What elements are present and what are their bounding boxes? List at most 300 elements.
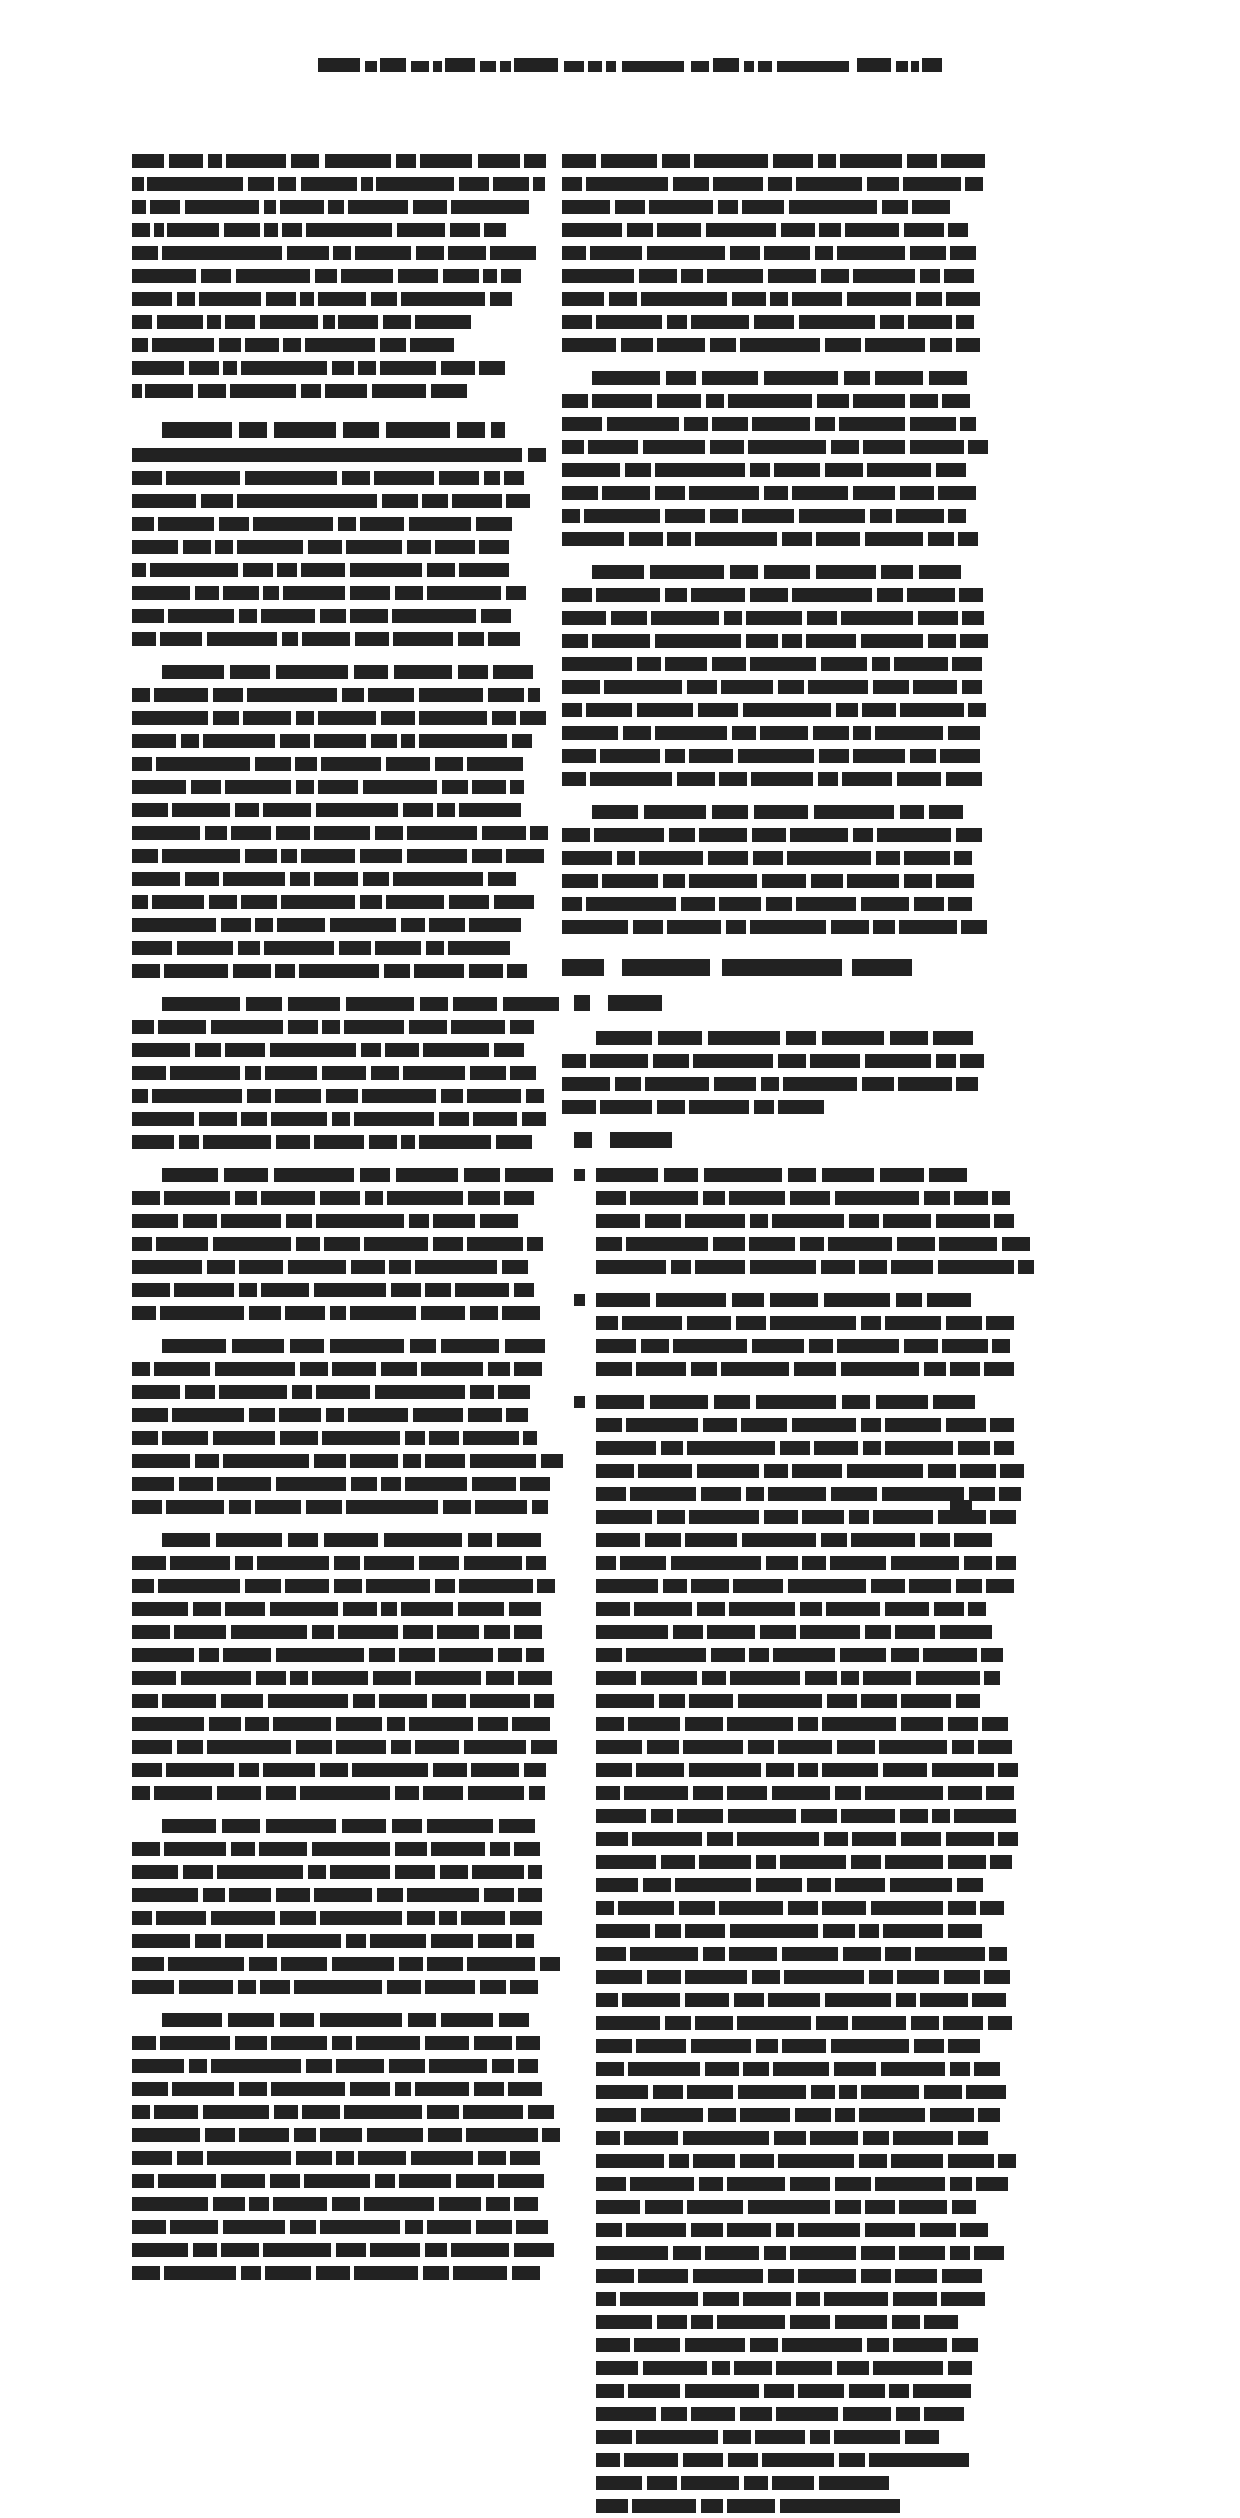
word-gap	[684, 58, 691, 59]
redacted-word	[255, 1500, 301, 1514]
redacted-word	[827, 1694, 857, 1708]
redacted-line	[562, 334, 990, 357]
redacted-word	[290, 2220, 316, 2234]
word-gap	[538, 2124, 542, 2125]
redacted-word	[154, 223, 164, 237]
word-gap	[505, 1907, 510, 1908]
redacted-word	[381, 1477, 401, 1491]
word-gap	[818, 1759, 822, 1760]
redacted-word	[821, 1533, 847, 1547]
redacted-word	[835, 1191, 919, 1205]
word-gap	[922, 1289, 927, 1290]
redacted-line	[562, 1073, 990, 1096]
word-gap	[879, 1920, 883, 1921]
word-gap	[693, 699, 698, 700]
redacted-line	[562, 173, 990, 196]
word-gap	[448, 993, 453, 994]
word-gap	[724, 390, 728, 391]
redacted-word	[740, 2407, 772, 2421]
word-gap	[701, 390, 706, 391]
redacted-word	[484, 223, 506, 237]
word-gap	[180, 1381, 185, 1382]
word-gap	[360, 58, 365, 59]
redacted-word	[499, 2013, 529, 2027]
word-gap	[398, 1621, 403, 1622]
redacted-line	[132, 1450, 560, 1473]
word-gap	[423, 582, 427, 583]
block-spacer	[132, 1519, 560, 1529]
word-gap	[219, 357, 223, 358]
word-gap	[788, 288, 792, 289]
redacted-word	[948, 1786, 982, 1800]
word-gap	[656, 1851, 661, 1852]
redacted-word	[268, 1694, 348, 1708]
redacted-word	[647, 246, 725, 260]
redacted-word	[207, 632, 277, 646]
word-gap	[504, 2078, 508, 2079]
word-gap	[314, 288, 318, 289]
redacted-word	[476, 517, 512, 531]
word-gap	[702, 1027, 708, 1028]
word-gap	[275, 1404, 279, 1405]
redacted-word	[839, 2453, 865, 2467]
word-gap	[849, 722, 853, 723]
redacted-word	[228, 2013, 274, 2027]
redacted-word	[915, 1947, 985, 1961]
word-gap	[152, 753, 156, 754]
word-gap	[678, 2127, 683, 2128]
redacted-word	[974, 2246, 1004, 2260]
redacted-word	[394, 665, 452, 679]
redacted-word	[630, 1191, 698, 1205]
redacted-word	[351, 1260, 385, 1274]
redacted-word	[346, 540, 402, 554]
word-gap	[858, 2127, 863, 2128]
redacted-word	[401, 1135, 415, 1149]
redacted-word	[782, 634, 802, 648]
redacted-word	[443, 1500, 471, 1514]
redacted-word	[788, 1579, 866, 1593]
word-gap	[485, 419, 491, 420]
redacted-word	[596, 2453, 620, 2467]
word-gap	[260, 219, 264, 220]
word-gap	[935, 1233, 939, 1234]
redacted-word	[520, 711, 546, 725]
redacted-word	[207, 1260, 235, 1274]
redacted-word	[466, 2128, 538, 2142]
redacted-word	[896, 61, 908, 72]
redacted-word	[179, 1477, 213, 1491]
redacted-word	[348, 200, 408, 214]
word-gap	[856, 2265, 861, 2266]
redacted-word	[930, 2108, 974, 2122]
word-gap	[315, 1187, 320, 1188]
word-gap	[715, 893, 719, 894]
redacted-word	[885, 1441, 953, 1455]
redacted-word	[721, 1362, 789, 1376]
word-gap	[497, 993, 503, 994]
redacted-word	[1000, 1464, 1024, 1478]
redacted-word	[952, 2200, 976, 2214]
word-gap	[204, 1713, 209, 1714]
word-gap	[310, 868, 314, 869]
word-gap	[502, 490, 506, 491]
word-gap	[718, 2426, 723, 2427]
redacted-word	[374, 471, 434, 485]
word-gap	[245, 2193, 249, 2194]
redacted-word	[409, 1020, 447, 1034]
redacted-word	[596, 1362, 632, 1376]
redacted-word	[863, 440, 905, 454]
redacted-word	[873, 1510, 933, 1524]
redacted-word	[132, 517, 154, 531]
redacted-word	[665, 509, 705, 523]
redacted-line	[596, 1552, 990, 1575]
redacted-word	[449, 895, 489, 909]
redacted-word	[266, 1819, 336, 1833]
redacted-word	[526, 1648, 544, 1662]
redacted-word	[651, 1809, 673, 1823]
word-gap	[628, 2495, 632, 2496]
word-gap	[618, 1989, 622, 1990]
redacted-word	[132, 563, 146, 577]
word-gap	[710, 955, 722, 956]
redacted-word	[177, 1740, 203, 1754]
redacted-word	[798, 1717, 818, 1731]
redacted-line	[132, 467, 560, 490]
word-gap	[148, 334, 152, 335]
redacted-word	[835, 2315, 887, 2329]
redacted-line	[596, 2173, 990, 2196]
word-gap	[894, 1073, 898, 1074]
word-gap	[895, 2242, 899, 2243]
redacted-word	[615, 1077, 641, 1091]
redacted-word	[766, 897, 792, 911]
word-gap	[911, 1667, 916, 1668]
word-gap	[465, 1302, 470, 1303]
word-gap	[896, 1828, 901, 1829]
word-gap	[234, 1279, 239, 1280]
redacted-word	[158, 2174, 216, 2188]
redacted-word	[976, 2177, 1008, 2191]
redacted-word	[859, 2108, 925, 2122]
word-gap	[193, 380, 198, 381]
redacted-word	[270, 1043, 356, 1057]
redacted-word	[493, 665, 533, 679]
word-gap	[475, 58, 480, 59]
word-gap	[421, 1976, 425, 1977]
word-gap	[858, 699, 862, 700]
redacted-word	[740, 2108, 790, 2122]
word-gap	[492, 1529, 497, 1530]
word-gap	[421, 937, 426, 938]
word-gap	[309, 1450, 314, 1451]
redacted-word	[891, 1260, 933, 1274]
word-gap	[389, 868, 393, 869]
word-gap	[392, 219, 397, 220]
redacted-word	[764, 2384, 794, 2398]
word-gap	[835, 2081, 839, 2082]
word-gap	[448, 490, 452, 491]
redacted-word	[896, 2407, 920, 2421]
word-gap	[812, 528, 816, 529]
word-gap	[708, 413, 712, 414]
redacted-word	[478, 1717, 508, 1731]
word-gap	[463, 753, 467, 754]
word-gap	[676, 893, 681, 894]
word-gap	[899, 870, 904, 871]
word-gap	[723, 1713, 727, 1714]
redacted-word	[323, 315, 335, 329]
word-gap	[884, 1027, 890, 1028]
redacted-word	[172, 2082, 234, 2096]
redacted-word	[308, 1865, 326, 1879]
redacted-word	[628, 2062, 700, 2076]
redacted-word	[427, 1957, 463, 1971]
redacted-line	[132, 1884, 560, 1907]
redacted-word	[427, 2105, 459, 2119]
word-gap	[418, 490, 422, 491]
redacted-word	[644, 805, 706, 819]
word-gap	[310, 1884, 314, 1885]
redacted-word	[223, 872, 285, 886]
redacted-word	[486, 1671, 514, 1685]
redacted-word	[223, 1454, 309, 1468]
word-gap	[462, 1529, 468, 1530]
redacted-word	[276, 1888, 310, 1902]
word-gap	[150, 219, 154, 220]
word-gap	[692, 1460, 697, 1461]
word-gap	[385, 1256, 389, 1257]
redacted-word	[290, 1671, 308, 1685]
redacted-word	[729, 1602, 795, 1616]
word-gap	[964, 436, 968, 437]
redacted-word	[792, 292, 842, 306]
redacted-word	[170, 2220, 218, 2234]
redacted-line	[132, 937, 560, 960]
redacted-word	[271, 2036, 327, 2050]
redacted-word	[189, 361, 219, 375]
word-gap	[892, 505, 896, 506]
redacted-word	[156, 1911, 206, 1925]
redacted-word	[633, 920, 663, 934]
redacted-word	[965, 177, 983, 191]
word-gap	[915, 2219, 920, 2220]
word-gap	[925, 2104, 930, 2105]
redacted-word	[586, 703, 632, 717]
word-gap	[208, 1233, 213, 1234]
word-gap	[660, 505, 665, 506]
word-gap	[434, 2193, 439, 2194]
word-gap	[326, 1861, 330, 1862]
redacted-line	[562, 150, 990, 173]
redacted-word	[344, 1020, 404, 1034]
redacted-word	[377, 1888, 403, 1902]
redacted-word	[312, 1625, 334, 1639]
redacted-word	[723, 2430, 751, 2444]
word-gap	[269, 1713, 273, 1714]
redacted-line	[562, 561, 990, 584]
redacted-word	[488, 632, 520, 646]
word-gap	[483, 868, 488, 869]
word-gap	[763, 265, 768, 266]
redacted-word	[524, 1763, 546, 1777]
redacted-word	[174, 1625, 226, 1639]
redacted-word	[354, 1112, 434, 1126]
word-gap	[150, 2101, 154, 2102]
word-gap	[885, 2380, 889, 2381]
word-gap	[956, 630, 960, 631]
word-gap	[878, 1759, 883, 1760]
redacted-word	[324, 1237, 360, 1251]
redacted-word	[661, 1441, 683, 1455]
redacted-line	[596, 1943, 990, 1966]
redacted-word	[596, 1878, 638, 1892]
redacted-word	[650, 565, 724, 579]
redacted-word	[805, 1671, 837, 1685]
word-gap	[680, 1989, 685, 1990]
redacted-word	[819, 223, 841, 237]
word-gap	[764, 1289, 770, 1290]
redacted-word	[901, 1717, 943, 1731]
word-gap	[986, 1851, 990, 1852]
redacted-word	[810, 2131, 858, 2145]
redacted-word	[562, 828, 590, 842]
word-gap	[194, 1108, 199, 1109]
word-gap	[952, 311, 956, 312]
word-gap	[310, 1131, 314, 1132]
word-gap	[735, 2403, 740, 2404]
redacted-word	[738, 1694, 822, 1708]
redacted-word	[419, 711, 487, 725]
word-gap	[230, 1552, 235, 1553]
redacted-word	[730, 565, 758, 579]
redacted-word	[162, 1339, 226, 1353]
redacted-word	[226, 154, 286, 168]
redacted-word	[596, 1339, 636, 1353]
redacted-line	[132, 1187, 560, 1210]
word-gap	[636, 1335, 641, 1336]
redacted-word	[835, 2108, 855, 2122]
word-gap	[936, 745, 940, 746]
word-gap	[160, 1838, 164, 1839]
word-gap	[891, 2403, 896, 2404]
word-gap	[780, 1966, 784, 1967]
word-gap	[394, 1953, 399, 1954]
redacted-word	[389, 2059, 425, 2073]
redacted-word	[842, 1395, 870, 1409]
word-gap	[683, 2081, 687, 2082]
word-gap	[234, 2078, 239, 2079]
redacted-word	[562, 920, 628, 934]
word-gap	[638, 2357, 643, 2358]
word-gap	[382, 891, 386, 892]
word-gap	[510, 1358, 514, 1359]
redacted-word	[260, 1980, 290, 1994]
paragraph	[132, 1815, 560, 1999]
word-gap	[390, 2078, 395, 2079]
word-gap	[866, 1897, 871, 1898]
word-gap	[479, 265, 483, 266]
redacted-word	[562, 223, 622, 237]
word-gap	[469, 2032, 474, 2033]
redacted-word	[263, 586, 279, 600]
redacted-word	[596, 1316, 618, 1330]
redacted-word	[263, 803, 311, 817]
word-gap	[307, 1621, 312, 1622]
redacted-word	[158, 517, 214, 531]
redacted-word	[903, 177, 961, 191]
word-gap	[923, 630, 928, 631]
redacted-word	[415, 315, 471, 329]
word-gap	[297, 559, 301, 560]
word-gap	[736, 334, 740, 335]
word-gap	[944, 893, 948, 894]
redacted-word	[750, 588, 788, 602]
redacted-word	[239, 2128, 289, 2142]
redacted-word	[322, 1020, 340, 1034]
redacted-word	[847, 292, 911, 306]
redacted-word	[150, 200, 180, 214]
redacted-word	[562, 246, 586, 260]
word-gap	[584, 58, 588, 59]
redacted-word	[484, 1625, 510, 1639]
redacted-word	[782, 2039, 826, 2053]
redacted-word	[596, 1418, 622, 1432]
word-gap	[715, 1897, 719, 1898]
word-gap	[911, 1943, 915, 1944]
word-gap	[761, 893, 766, 894]
word-gap	[376, 707, 381, 708]
redacted-word	[132, 471, 162, 485]
redacted-word	[665, 749, 685, 763]
redacted-word	[320, 1191, 360, 1205]
word-gap	[758, 367, 764, 368]
redacted-word	[711, 1648, 745, 1662]
redacted-word	[132, 1786, 150, 1800]
word-gap	[773, 1050, 778, 1051]
word-gap	[861, 1782, 865, 1783]
word-gap	[919, 1644, 923, 1645]
word-gap	[748, 801, 754, 802]
redacted-line	[132, 776, 560, 799]
word-gap	[533, 1575, 537, 1576]
word-gap	[351, 242, 355, 243]
redacted-word	[681, 897, 715, 911]
word-gap	[291, 776, 296, 777]
redacted-line	[596, 1460, 990, 1483]
word-gap	[652, 390, 657, 391]
redacted-word	[596, 2039, 632, 2053]
redacted-word	[231, 826, 271, 840]
redacted-word	[425, 1283, 451, 1297]
word-gap	[858, 1437, 863, 1438]
redacted-word	[512, 734, 532, 748]
word-gap	[750, 1391, 756, 1392]
redacted-word	[562, 1100, 596, 1114]
word-gap	[487, 2055, 492, 2056]
word-gap	[592, 584, 596, 585]
redacted-word	[225, 315, 255, 329]
redacted-word	[354, 665, 388, 679]
redacted-word	[898, 1077, 952, 1091]
word-gap	[259, 2239, 263, 2240]
redacted-line	[132, 1256, 560, 1279]
redacted-word	[472, 780, 506, 794]
word-gap	[786, 824, 790, 825]
word-gap	[820, 1989, 825, 1990]
redacted-word	[629, 532, 663, 546]
